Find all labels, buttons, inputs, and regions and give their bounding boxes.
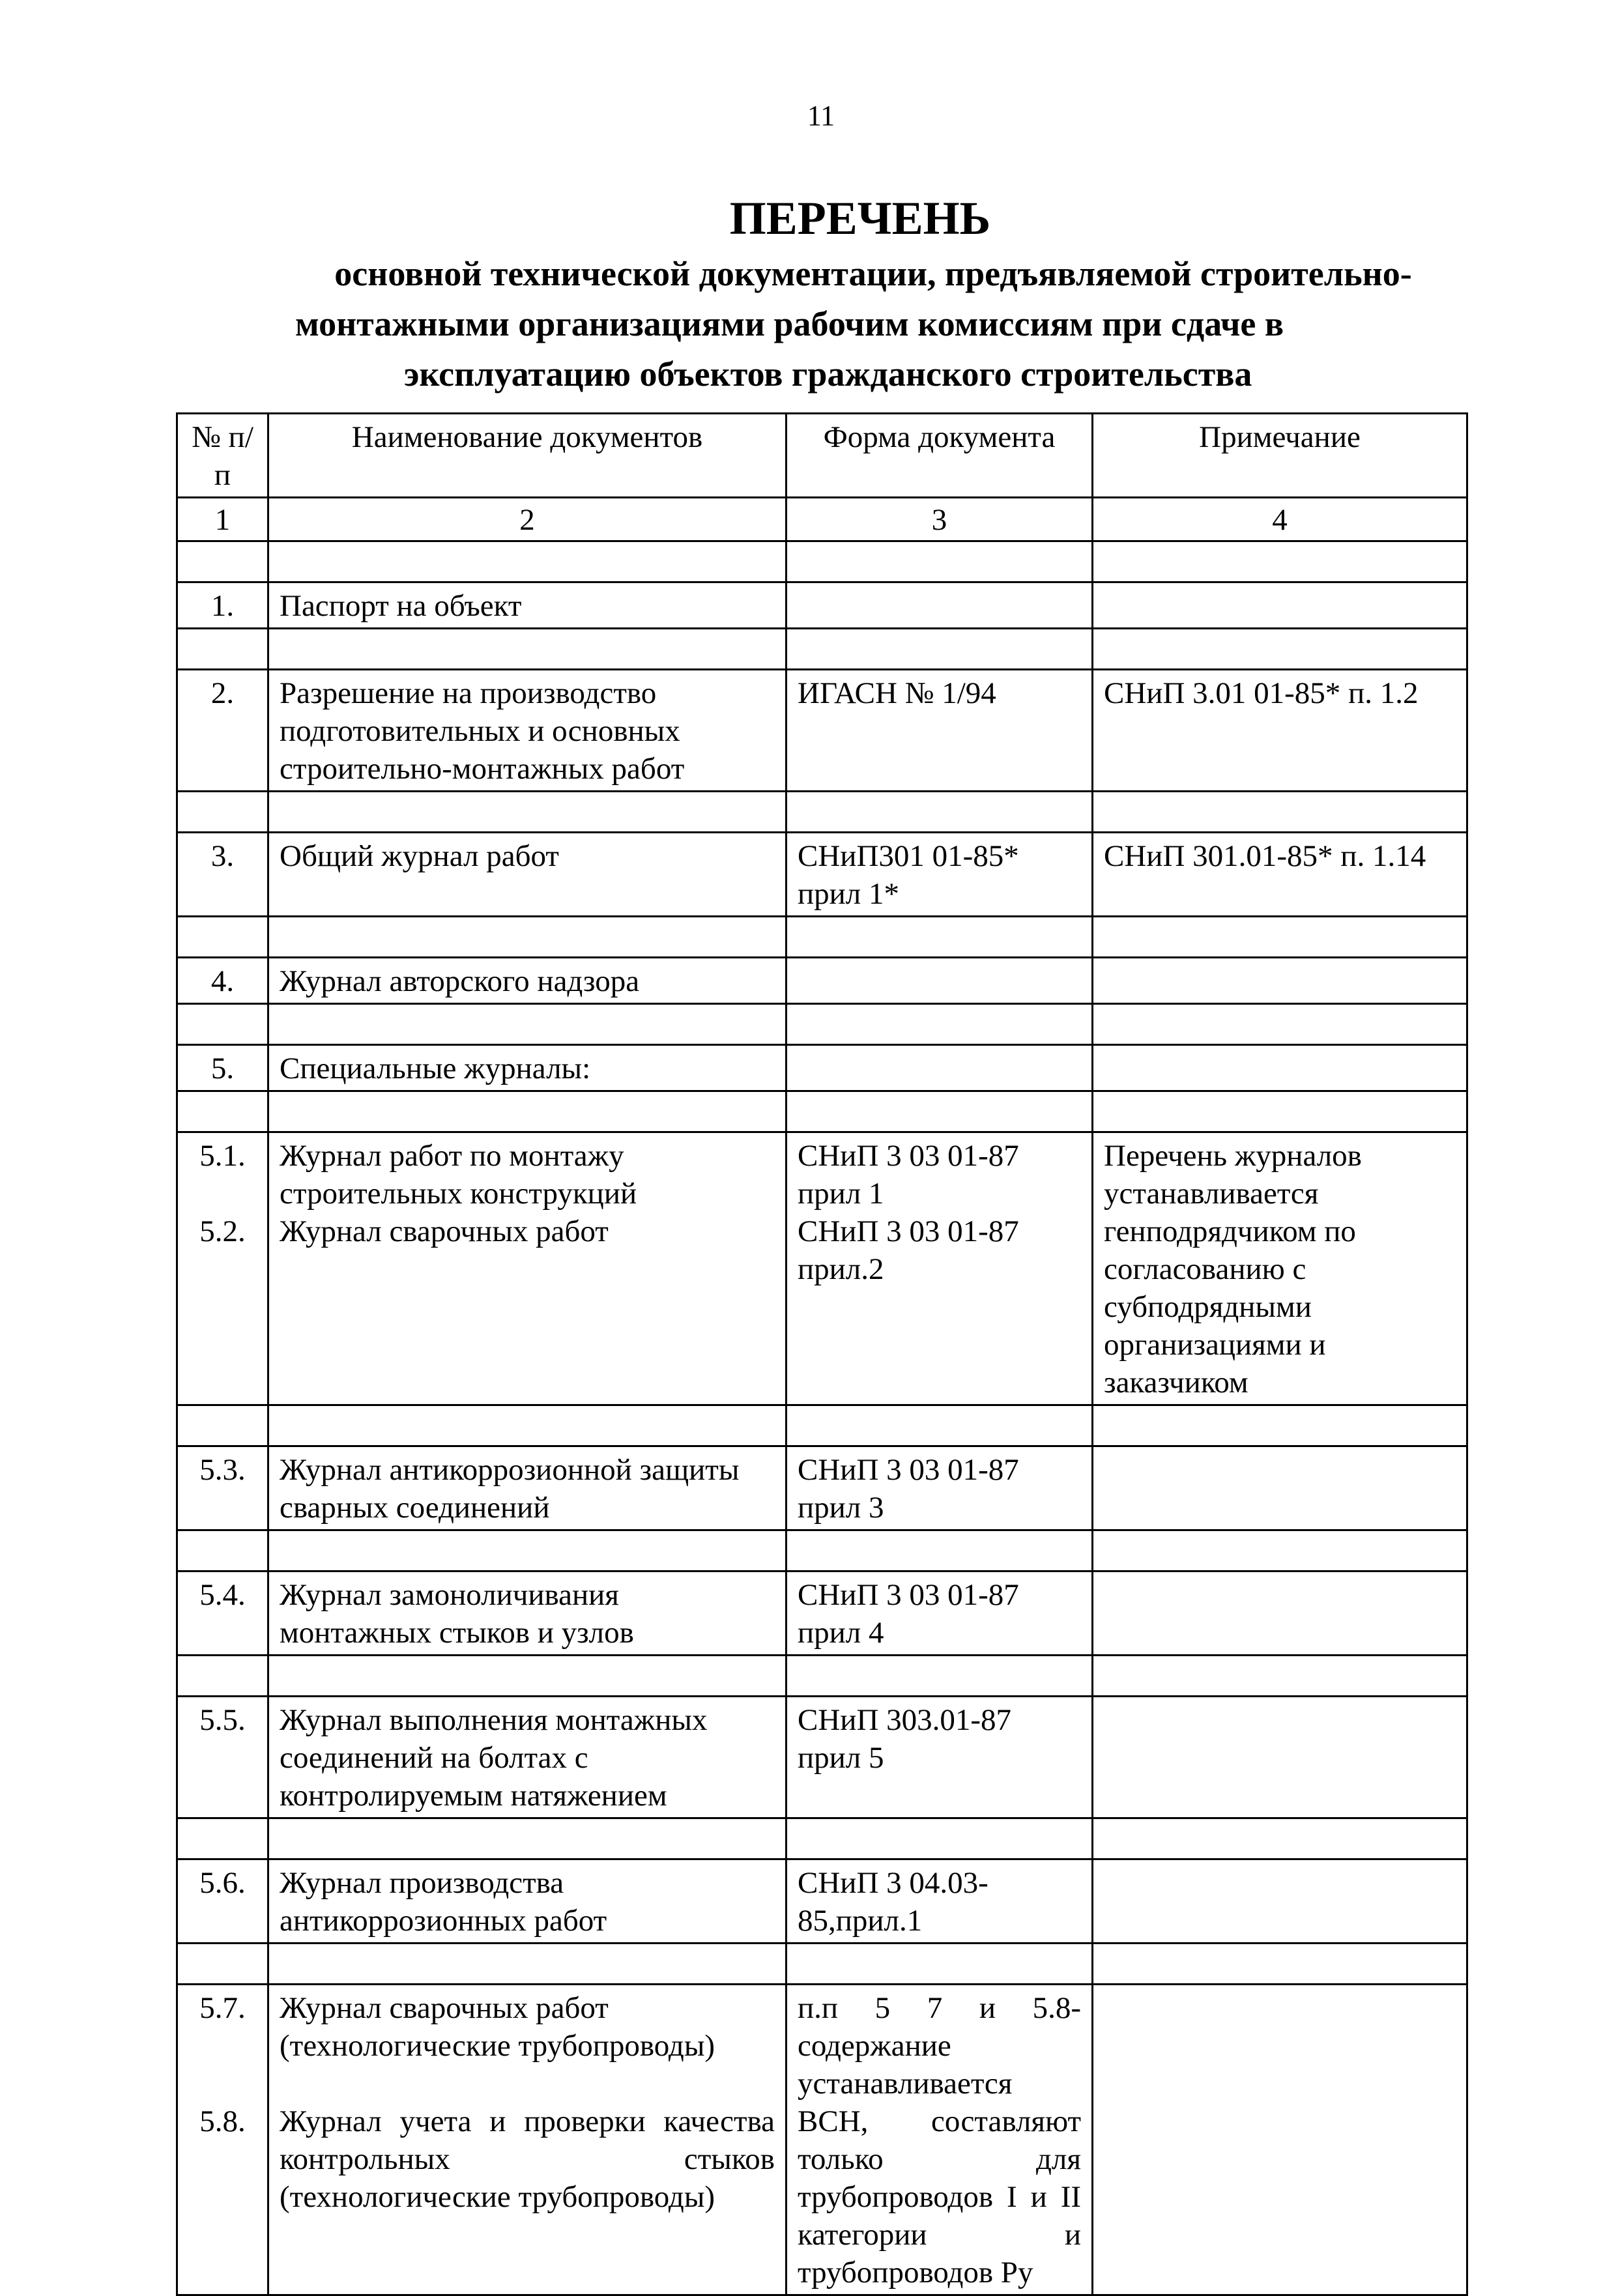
row-form: п.п 5 7 и 5.8-содержание устанавливается ВСН, составляют только для трубопроводов I и II категории и трубопроводов Ру [786,1985,1093,2295]
spacer-row [177,541,1467,582]
spacer-row [177,1656,1467,1697]
spacer-row [177,1530,1467,1571]
header-note: Примечание [1093,414,1467,498]
row-form [786,1132,1093,1405]
spacer-row [177,1004,1467,1045]
spacer-row [177,629,1467,670]
title-line-2: монтажными организациями рабочим комиссиям при сдаче в [295,304,1284,343]
row-name: Журнал антикоррозионной защиты сварных соединений [268,1446,786,1530]
spacer-row [177,792,1467,833]
document-title [0,189,1616,399]
table-row [177,833,1467,917]
row-note [1093,1697,1467,1818]
row-note: СНиП 3.01 01-85* п. 1.2 [1093,670,1467,792]
column-number: 3 [786,498,1093,541]
header-form: Форма документа [786,414,1093,498]
row-form: СНиП 3 04.03-85,прил.1 [786,1859,1093,1944]
row-name: Журнал выполнения монтажных соединений на болтах с контролируемым натяжением [268,1697,786,1818]
row-note [1093,1859,1467,1944]
row-num: 5.6. [177,1859,268,1944]
row-name: Журнал производства антикоррозионных работ [268,1859,786,1944]
row-num-a: 5.7. [199,1991,246,2025]
row-form: СНиП 3 03 01-87 прил 3 [786,1446,1093,1530]
documents-table [176,412,1468,2296]
row-num: 4. [177,958,268,1004]
spacer-row [177,1091,1467,1132]
row-num: 5. [177,1045,268,1091]
row-name: Разрешение на производство подготовительных и основных строительно-монтажных работ [268,670,786,792]
table-row [177,1045,1467,1091]
row-name: Журнал замоноличивания монтажных стыков и узлов [268,1571,786,1656]
row-form: СНиП301 01-85* прил 1* [786,833,1093,917]
row-name-b: Журнал учета и проверки качества контрольных стыков (технологические трубопроводы) [280,2104,775,2214]
row-num: 1. [177,582,268,629]
row-note: Перечень журналов устанавливается генподрядчиком по согласованию с субподрядными организациями и заказчиком [1093,1132,1467,1405]
row-num-a: 5.1. [199,1139,246,1173]
row-note [1093,958,1467,1004]
row-note [1093,1571,1467,1656]
row-num: 5.3. [177,1446,268,1530]
table-header-row [177,414,1467,498]
spacer-row [177,1818,1467,1859]
spacer-row [177,917,1467,958]
row-form: СНиП 303.01-87 прил 5 [786,1697,1093,1818]
table-row [177,670,1467,792]
row-name: Журнал авторского надзора [268,958,786,1004]
row-note: СНиП 301.01-85* п. 1.14 [1093,833,1467,917]
column-number: 4 [1093,498,1467,541]
table-row [177,1859,1467,1944]
spacer-row [177,1405,1467,1446]
row-name: Специальные журналы: [268,1045,786,1091]
row-note [1093,1446,1467,1530]
row-name-b: Журнал сварочных работ [280,1214,609,1248]
row-num: 5.4. [177,1571,268,1656]
row-name-a: Журнал сварочных работ (технологические трубопроводы) [280,1991,715,2063]
row-form: СНиП 3 03 01-87 прил 4 [786,1571,1093,1656]
row-num: 2. [177,670,268,792]
header-num: № п/п [177,414,268,498]
row-form: ИГАСН № 1/94 [786,670,1093,792]
title-subtitle [0,249,1616,399]
table-row [177,1571,1467,1656]
row-note [1093,582,1467,629]
row-num-b: 5.8. [199,2104,246,2138]
row-num: 5.5. [177,1697,268,1818]
table-row [177,582,1467,629]
row-num: 3. [177,833,268,917]
row-name [268,1132,786,1405]
column-number: 1 [177,498,268,541]
spacer-row [177,1944,1467,1985]
row-form [786,582,1093,629]
row-num [177,1985,268,2295]
row-form [786,958,1093,1004]
title-line-1: основной технической документации, предъявляемой строительно- [334,254,1412,293]
row-name: Паспорт на объект [268,582,786,629]
row-name-a: Журнал работ по монтажу строительных конструкций [280,1139,637,1211]
title-main: ПЕРЕЧЕНЬ [729,192,991,244]
column-number-row [177,498,1467,541]
row-form [786,1045,1093,1091]
row-num [177,1132,268,1405]
row-name: Общий журнал работ [268,833,786,917]
row-num-b: 5.2. [199,1214,246,1248]
row-note [1093,1045,1467,1091]
column-number: 2 [268,498,786,541]
row-form-b: СНиП 3 03 01-87 прил.2 [798,1214,1019,1286]
table-row [177,1446,1467,1530]
title-line-3: эксплуатацию объектов гражданского строительства [404,354,1252,394]
table-row [177,1697,1467,1818]
row-note [1093,1985,1467,2295]
row-name [268,1985,786,2295]
header-name: Наименование документов [268,414,786,498]
table-row [177,1132,1467,1405]
table-row [177,1985,1467,2295]
table-row [177,958,1467,1004]
row-form-a: СНиП 3 03 01-87 прил 1 [798,1139,1019,1211]
page-number: 11 [807,100,835,132]
